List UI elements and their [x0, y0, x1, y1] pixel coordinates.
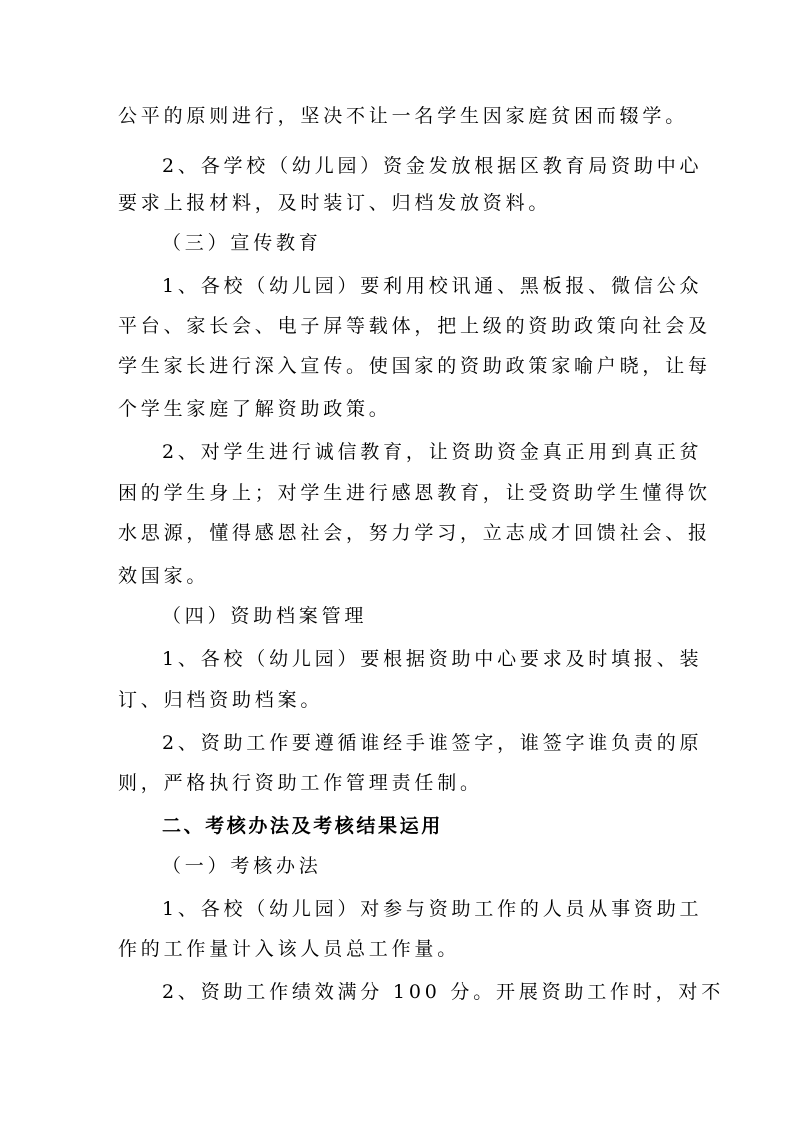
- section-heading: （三）宣传教育: [162, 232, 322, 254]
- paragraph-line: 困的学生身上；对学生进行感恩教育，让受资助学生懂得饮: [118, 482, 711, 504]
- paragraph-line: 2、资助工作绩效满分 100 分。开展资助工作时，对不: [162, 981, 725, 1003]
- paragraph-line: 作的工作量计入该人员总工作量。: [118, 938, 461, 960]
- chapter-heading: 二、考核办法及考核结果运用: [162, 815, 443, 837]
- paragraph-line: 学生家长进行深入宣传。使国家的资助政策家喻户晓，让每: [118, 355, 711, 377]
- paragraph-line: 则，严格执行资助工作管理责任制。: [118, 772, 483, 794]
- paragraph-line: 2、各学校（幼儿园）资金发放根据区教育局资助中心: [162, 155, 703, 177]
- paragraph-line: 1、各校（幼儿园）对参与资助工作的人员从事资助工: [162, 898, 703, 920]
- paragraph-line: 1、各校（幼儿园）要根据资助中心要求及时填报、装: [162, 648, 703, 670]
- paragraph-line: 2、对学生进行诚信教育，让资助资金真正用到真正贫: [162, 441, 703, 463]
- paragraph-line: 公平的原则进行，坚决不让一名学生因家庭贫困而辍学。: [118, 105, 689, 127]
- paragraph-line: 要求上报材料，及时装订、归档发放资料。: [118, 192, 552, 214]
- paragraph-line: 1、各校（幼儿园）要利用校讯通、黑板报、微信公众: [162, 275, 703, 297]
- paragraph-line: 平台、家长会、电子屏等载体，把上级的资助政策向社会及: [118, 315, 711, 337]
- section-heading: （一）考核办法: [162, 855, 322, 877]
- paragraph-line: 水思源，懂得感恩社会，努力学习，立志成才回馈社会、报: [118, 522, 711, 544]
- paragraph-line: 效国家。: [118, 565, 210, 587]
- section-heading: （四）资助档案管理: [162, 605, 368, 627]
- paragraph-line: 订、归档资助档案。: [118, 689, 324, 711]
- paragraph-line: 2、资助工作要遵循谁经手谁签字，谁签字谁负责的原: [162, 732, 703, 754]
- paragraph-line: 个学生家庭了解资助政策。: [118, 398, 392, 420]
